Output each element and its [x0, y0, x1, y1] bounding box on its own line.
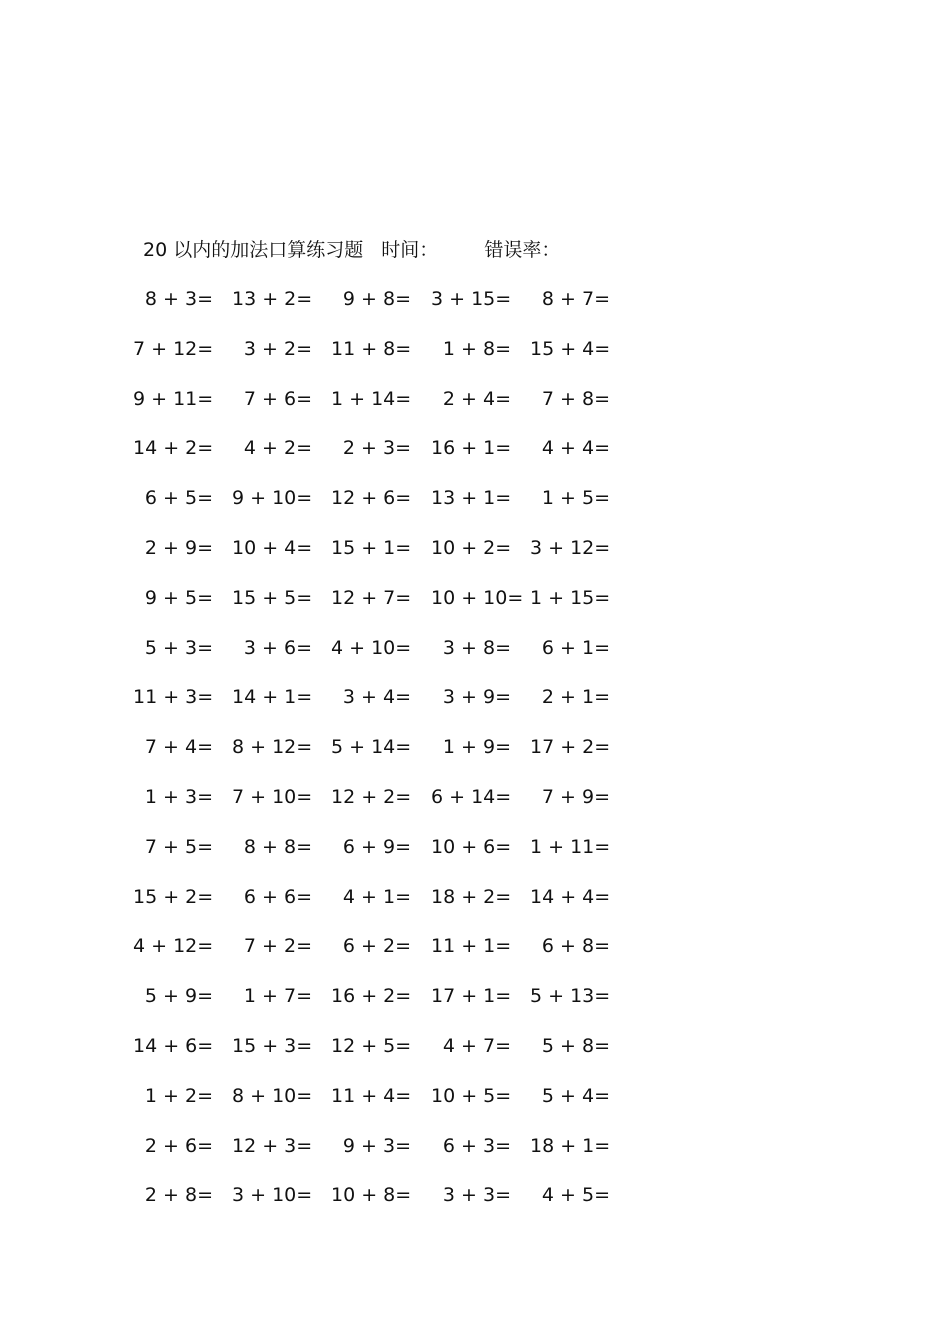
problem-row	[0, 733, 950, 783]
problem-item: 10 + 2=	[431, 536, 512, 559]
problem-item: 15 + 3=	[232, 1034, 313, 1057]
problem-item: 7 + 5=	[144, 835, 213, 858]
problem-item: 10 + 8=	[331, 1184, 412, 1207]
problem-item: 1 + 3=	[144, 785, 213, 808]
problem-item: 3 + 6=	[243, 636, 312, 659]
problem-row	[0, 534, 950, 584]
problem-item: 2 + 8=	[144, 1184, 213, 1207]
problem-item: 12 + 5=	[331, 1034, 412, 1057]
problem-item: 15 + 4=	[530, 337, 611, 360]
worksheet-title: 20 以内的加法口算练习题	[143, 239, 364, 261]
problem-item: 1 + 8=	[442, 337, 511, 360]
problem-item: 6 + 14=	[431, 785, 512, 808]
problem-item: 16 + 1=	[431, 437, 512, 460]
problem-row	[0, 634, 950, 684]
problem-item: 5 + 8=	[541, 1034, 610, 1057]
problem-row	[0, 285, 950, 335]
problem-row	[0, 833, 950, 883]
problem-item: 4 + 10=	[331, 636, 412, 659]
problem-row	[0, 434, 950, 484]
problem-item: 4 + 4=	[541, 437, 610, 460]
problem-item: 1 + 5=	[541, 487, 610, 510]
problem-item: 6 + 2=	[342, 935, 411, 958]
problem-item: 10 + 5=	[431, 1084, 512, 1107]
problem-item: 5 + 9=	[144, 985, 213, 1008]
problem-item: 14 + 1=	[232, 686, 313, 709]
problem-item: 2 + 9=	[144, 536, 213, 559]
problem-row	[0, 385, 950, 435]
problem-item: 3 + 15=	[431, 288, 512, 310]
problem-row	[0, 932, 950, 982]
problem-item: 7 + 2=	[243, 935, 312, 958]
problem-item: 8 + 8=	[243, 835, 312, 858]
problem-item: 13 + 1=	[431, 487, 512, 510]
problem-item: 17 + 1=	[431, 985, 512, 1008]
problem-item: 3 + 8=	[442, 636, 511, 659]
problem-item: 3 + 4=	[342, 686, 411, 709]
problem-item: 7 + 9=	[541, 785, 610, 808]
problem-item: 3 + 2=	[243, 337, 312, 360]
problem-item: 18 + 2=	[431, 885, 512, 908]
worksheet-header	[143, 236, 560, 264]
problem-item: 6 + 8=	[541, 935, 610, 958]
error-rate-label: 错误率：	[484, 239, 561, 261]
problem-row	[0, 484, 950, 534]
problem-item: 14 + 2=	[133, 437, 214, 460]
problem-item: 6 + 3=	[442, 1134, 511, 1157]
problem-item: 4 + 2=	[243, 437, 312, 460]
problem-item: 13 + 2=	[232, 288, 313, 310]
problem-row	[0, 883, 950, 933]
problem-row	[0, 982, 950, 1032]
problem-item: 4 + 5=	[541, 1184, 610, 1207]
problem-row	[0, 1032, 950, 1082]
problem-item: 3 + 10=	[232, 1184, 313, 1207]
time-label: 时间：	[381, 239, 439, 261]
problem-item: 11 + 1=	[431, 935, 512, 958]
problem-item: 5 + 13=	[530, 985, 611, 1008]
problem-item: 2 + 3=	[342, 437, 411, 460]
problem-item: 2 + 4=	[442, 387, 511, 410]
problem-item: 17 + 2=	[530, 736, 611, 759]
problem-item: 2 + 6=	[144, 1134, 213, 1157]
problem-item: 12 + 2=	[331, 785, 412, 808]
problem-item: 1 + 11=	[530, 835, 611, 858]
problem-item: 7 + 8=	[541, 387, 610, 410]
problem-item: 6 + 9=	[342, 835, 411, 858]
problem-item: 7 + 10=	[232, 785, 313, 808]
problem-item: 6 + 6=	[243, 885, 312, 908]
problem-item: 3 + 12=	[530, 536, 611, 559]
problem-item: 9 + 3=	[342, 1134, 411, 1157]
problem-row	[0, 1132, 950, 1182]
problem-item: 15 + 5=	[232, 586, 313, 609]
problem-item: 4 + 12=	[133, 935, 214, 958]
problem-item: 4 + 7=	[442, 1034, 511, 1057]
problem-item: 5 + 4=	[541, 1084, 610, 1107]
problem-item: 9 + 11=	[133, 387, 214, 410]
problem-row	[0, 584, 950, 634]
problem-item: 8 + 12=	[232, 736, 313, 759]
problem-row	[0, 1082, 950, 1132]
problem-item: 6 + 5=	[144, 487, 213, 510]
problem-item: 12 + 6=	[331, 487, 412, 510]
problem-item: 1 + 9=	[442, 736, 511, 759]
problem-row	[0, 335, 950, 385]
problem-item: 8 + 10=	[232, 1084, 313, 1107]
problem-item: 1 + 7=	[243, 985, 312, 1008]
problem-item: 18 + 1=	[530, 1134, 611, 1157]
problem-item: 14 + 6=	[133, 1034, 214, 1057]
problem-row	[0, 1181, 950, 1231]
problem-item: 7 + 12=	[133, 337, 214, 360]
problem-item: 12 + 3=	[232, 1134, 313, 1157]
problem-item: 8 + 7=	[541, 288, 610, 310]
problem-item: 9 + 8=	[342, 288, 411, 310]
problem-item: 14 + 4=	[530, 885, 611, 908]
problem-item: 6 + 1=	[541, 636, 610, 659]
problem-item: 10 + 4=	[232, 536, 313, 559]
problem-grid	[0, 285, 950, 1231]
problem-item: 10 + 6=	[431, 835, 512, 858]
problem-item: 1 + 15=	[530, 586, 611, 609]
problem-item: 15 + 1=	[331, 536, 412, 559]
problem-item: 9 + 10=	[232, 487, 313, 510]
problem-item: 3 + 9=	[442, 686, 511, 709]
problem-item: 7 + 4=	[144, 736, 213, 759]
problem-item: 8 + 3=	[144, 288, 213, 310]
problem-item: 5 + 3=	[144, 636, 213, 659]
problem-item: 4 + 1=	[342, 885, 411, 908]
problem-item: 2 + 1=	[541, 686, 610, 709]
problem-item: 5 + 14=	[331, 736, 412, 759]
problem-item: 10 + 10=	[431, 586, 524, 609]
problem-item: 11 + 4=	[331, 1084, 412, 1107]
problem-row	[0, 783, 950, 833]
problem-item: 15 + 2=	[133, 885, 214, 908]
problem-row	[0, 683, 950, 733]
problem-item: 12 + 7=	[331, 586, 412, 609]
problem-item: 9 + 5=	[144, 586, 213, 609]
problem-item: 1 + 14=	[331, 387, 412, 410]
problem-item: 7 + 6=	[243, 387, 312, 410]
problem-item: 1 + 2=	[144, 1084, 213, 1107]
problem-item: 3 + 3=	[442, 1184, 511, 1207]
problem-item: 11 + 8=	[331, 337, 412, 360]
problem-item: 16 + 2=	[331, 985, 412, 1008]
problem-item: 11 + 3=	[133, 686, 214, 709]
